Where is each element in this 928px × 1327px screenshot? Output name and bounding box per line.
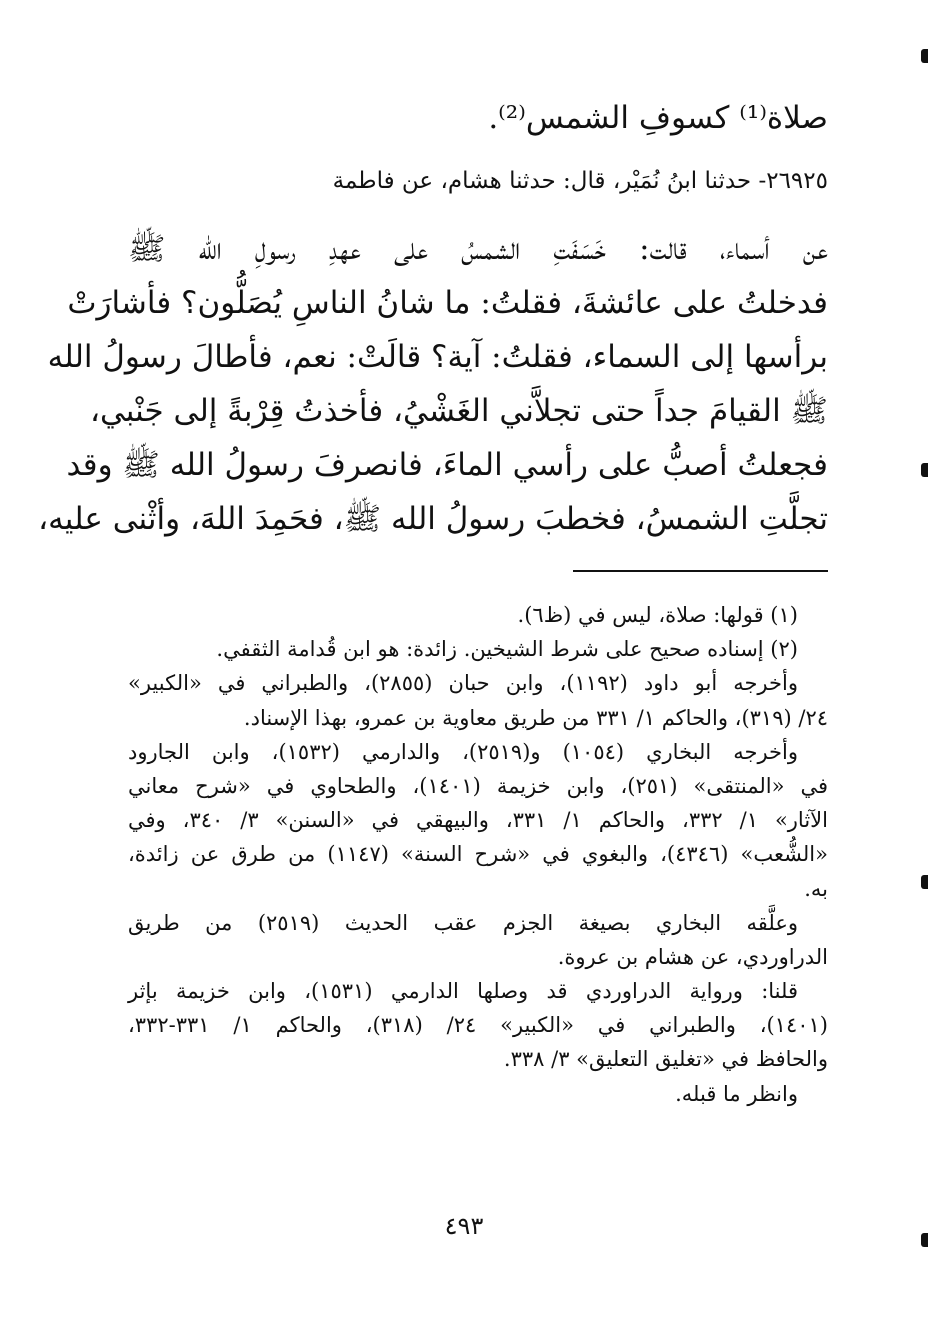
- footnote-line: (١) قولها: صلاة، ليس في (ظ٦).: [517, 603, 798, 627]
- hadith-line: برأسها إلى السماء، فقلتُ: آية؟ قالَتْ: نعم، فأطالَ رسولُ الله: [47, 339, 828, 375]
- footnote-line: وعلَّقه البخاري بصيغة الجزم عقب الحديث (٢٥١٩) من طريق: [128, 910, 798, 935]
- footnote-line: «الشُّعب» (٤٣٤٦)، والبغوي في «شرح السنة» (١١٤٧) من طرق عن زائدة،: [128, 842, 828, 867]
- hadith-line: ﷺ القيامَ جداً حتى تجلاَّني الغَشْيُ، فأخذتُ قِرْبةً إلى جَنْبي،: [89, 393, 828, 429]
- footnote-line: (١٤٠١)، والطبراني في «الكبير» ٢٤/ (٣١٨)، والحاكم ١/ ٣٣١-٣٣٢،: [128, 1013, 828, 1038]
- footnote-line: (٢) إسناده صحيح على شرط الشيخين. زائدة: هو ابن قُدامة الثقفي.: [216, 637, 798, 662]
- hadith-line: عن أسماء، قالت: خَسَفَتِ الشمسُ على عهدِ رسولِ الله ﷺ: [128, 231, 828, 267]
- footnote-line: به.: [804, 876, 828, 901]
- footnotes: [128, 598, 828, 1111]
- footnote-line: ٢٤/ (٣١٩)، والحاكم ١/ ٣٣١ من طريق معاوية بن عمرو، بهذا الإسناد.: [243, 705, 828, 730]
- page-number: ٤٩٣: [444, 1212, 484, 1240]
- hadith-line: فجعلتُ أصبُّ على رأسي الماءَ، فانصرفَ رسولُ الله ﷺ وقد: [66, 447, 828, 483]
- hadith-isnad: ٢٦٩٢٥- حدثنا ابنُ نُمَيْر، قال: حدثنا هشام، عن فاطمة: [332, 168, 828, 194]
- page-edge-mark: [921, 1233, 928, 1247]
- hadith-text: [38, 222, 828, 546]
- footnote-line: في «المنتقى» (٢٥١)، وابن خزيمة (١٤٠١)، والطحاوي في «شرح معاني: [128, 773, 828, 798]
- footnote-line: الآثار» ١/ ٣٣٢، والحاكم ١/ ٣٣١، والبيهقي في «السنن» ٣/ ٣٤٠، وفي: [128, 808, 828, 833]
- page-edge-mark: [921, 875, 928, 889]
- page-edge-mark: [921, 463, 928, 477]
- footnote-line: قلنا: ورواية الدراوردي قد وصلها الدارمي (١٥٣١)، وابن خزيمة بإثر: [128, 979, 798, 1004]
- hadith-line: تجلَّتِ الشمسُ، فخطبَ رسولُ الله ﷺ، فحَمِدَ اللهَ، وأثْنى عليه،: [38, 501, 828, 537]
- footnote-separator: [573, 570, 828, 572]
- footnote-line: والحافظ في «تغليق التعليق» ٣/ ٣٣٨.: [503, 1047, 828, 1072]
- footnote-line: وأخرجه البخاري (١٠٥٤) و(٢٥١٩)، والدارمي (١٥٣٢)، وابن الجارود: [128, 739, 799, 764]
- section-heading: صلاة⁽¹⁾ كسوفِ الشمس⁽²⁾.: [488, 100, 828, 136]
- footnote-line: وأخرجه أبو داود (١١٩٢)، وابن حبان (٢٨٥٥)، والطبراني في «الكبير»: [128, 671, 798, 696]
- footnote-line: الدراوردي، عن هشام بن عروة.: [557, 944, 828, 969]
- footnote-line: وانظر ما قبله.: [675, 1081, 798, 1106]
- hadith-line: فدخلتُ على عائشةَ، فقلتُ: ما شانُ الناسِ يُصَلُّون؟ فأشارَتْ: [67, 285, 828, 321]
- page-edge-mark: [921, 49, 928, 63]
